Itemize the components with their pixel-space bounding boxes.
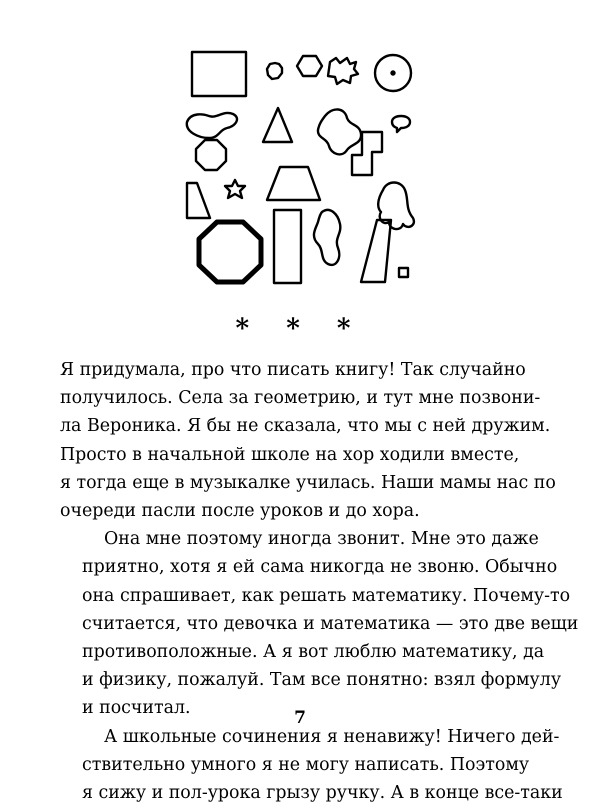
- scalloped-circle-shape: [267, 63, 282, 79]
- section-separator: * * *: [235, 314, 365, 344]
- square-shape: [192, 52, 246, 96]
- amoeba-shape: [318, 109, 361, 154]
- geometric-shapes-icon: [175, 40, 425, 285]
- text-line: ствительно умного я не могу написать. Поэтому: [82, 754, 530, 775]
- paragraph: [60, 723, 563, 807]
- text-line: приятно, хотя я ей сама никогда не звоню. Обычно: [82, 557, 558, 578]
- blob-shape: [187, 113, 237, 138]
- thick-octagon-shape: [199, 222, 261, 282]
- ghost-shape: [378, 183, 414, 230]
- paragraph: [60, 356, 556, 525]
- tetromino-shape: [352, 132, 382, 175]
- tall-rectangle-shape: [274, 210, 301, 283]
- octagon-shape: [196, 140, 226, 170]
- small-square-shape: [399, 268, 408, 277]
- text-line: считается, что девочка и математика — это две вещи: [82, 613, 579, 634]
- trapezoid-shape: [267, 167, 320, 200]
- text-line: и посчитал.: [82, 698, 191, 719]
- star-shape: [225, 180, 245, 198]
- text-line: Просто в начальной школе на хор ходили вместе,: [60, 444, 520, 465]
- speech-bubble-shape: [392, 116, 410, 132]
- text-line: ла Вероника. Я бы не сказала, что мы с ней дружим.: [60, 416, 551, 437]
- lumpy-blob-shape: [314, 210, 340, 265]
- body-text: [60, 356, 579, 807]
- text-line: противоположные. А я вот люблю математику, да: [82, 642, 545, 663]
- text-line: я тогда еще в музыкалке училась. Наши мамы нас по: [60, 472, 556, 493]
- text-line: получилось. Села за геометрию, и тут мне позвони-: [60, 388, 541, 409]
- splat-shape: [328, 58, 358, 84]
- text-line: я сижу и пол-урока грызу ручку. А в конце все-таки: [82, 783, 563, 804]
- text-line: она спрашивает, как решать математику. Почему-то: [82, 585, 571, 606]
- text-line: очереди пасли после уроков и до хора.: [60, 501, 420, 522]
- hexagon-shape: [297, 56, 322, 76]
- text-line: Она мне поэтому иногда звонит. Мне это даже: [104, 529, 539, 550]
- text-line: Я придумала, про что писать книгу! Так случайно: [60, 360, 526, 380]
- triangle-shape: [263, 108, 292, 142]
- page-number: 7: [294, 708, 306, 728]
- left-trapezoid-shape: [187, 183, 210, 218]
- text-line: и физику, пожалуй. Там все понятно: взял формулу: [82, 670, 562, 691]
- diamond-shape: [361, 220, 391, 282]
- text-line: А школьные сочинения я ненавижу! Ничего дей-: [104, 726, 560, 747]
- paragraph: [60, 525, 579, 722]
